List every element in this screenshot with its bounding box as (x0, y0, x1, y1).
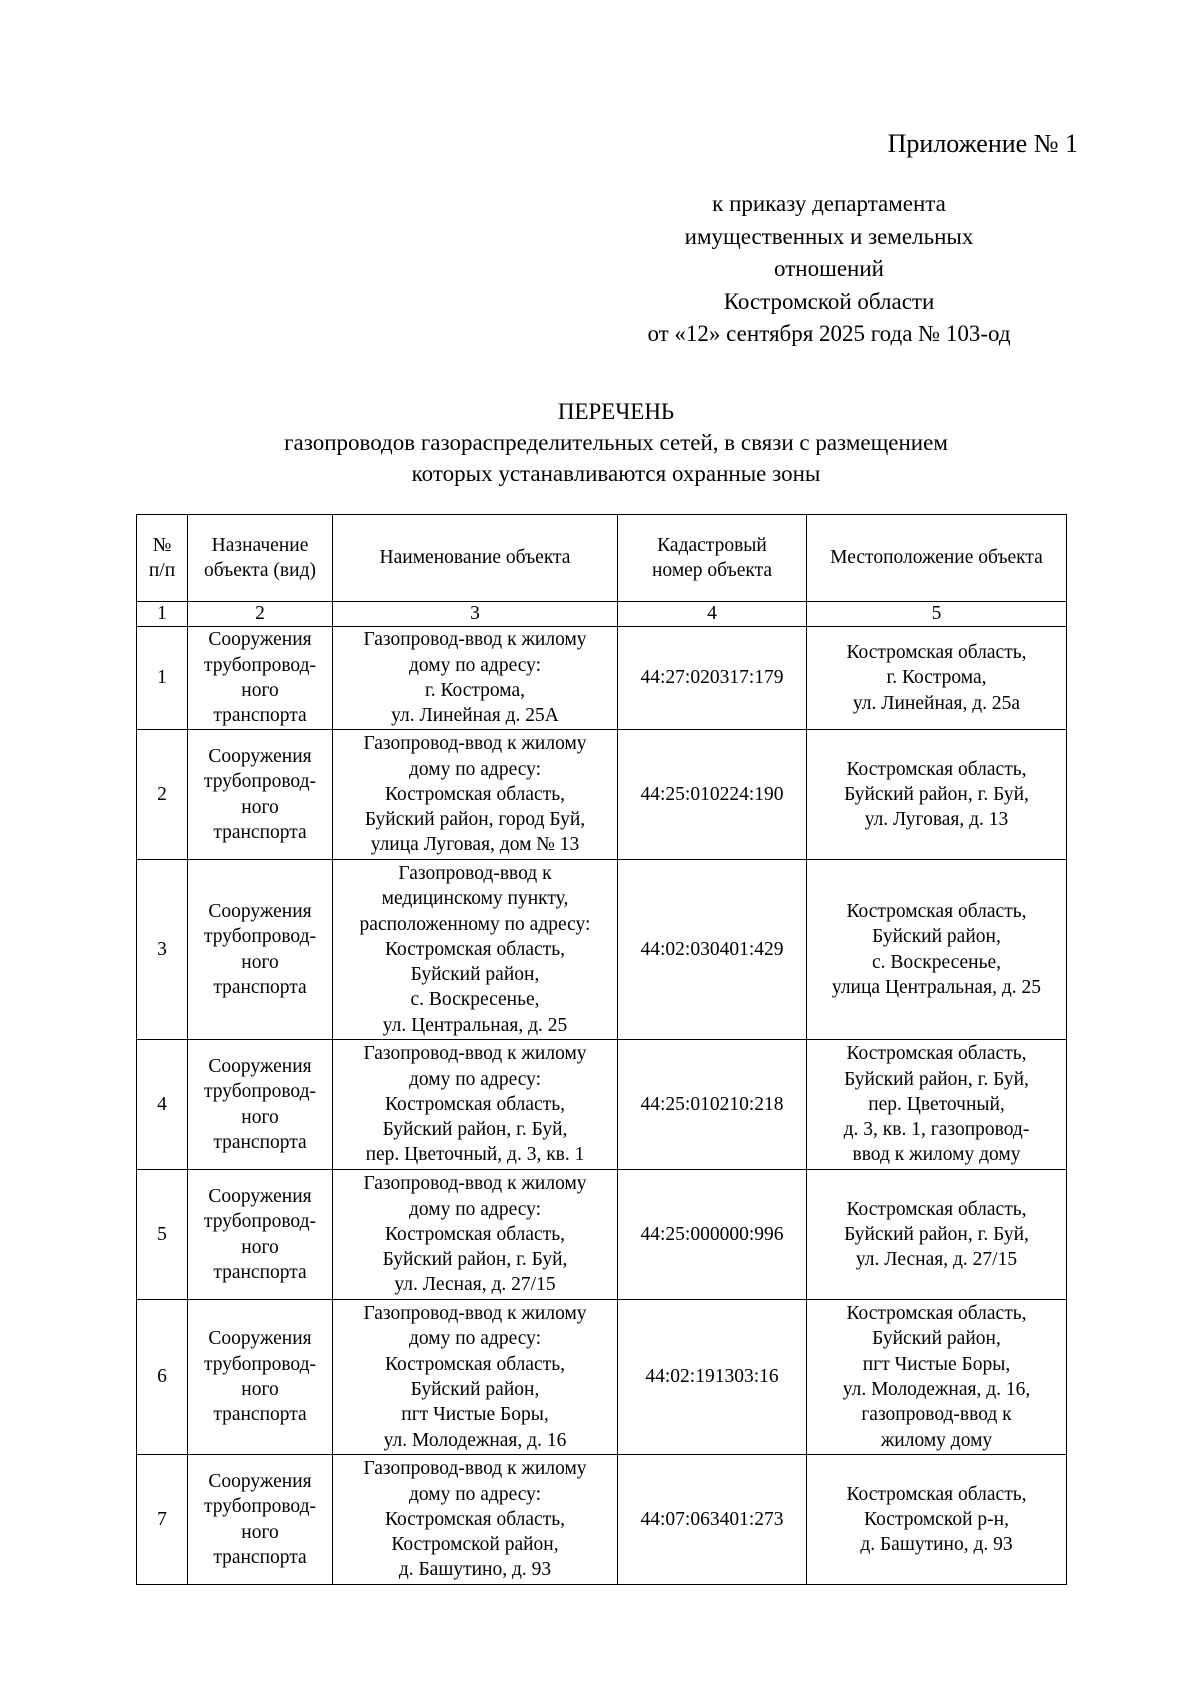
cell-num: 5 (137, 1170, 188, 1300)
cell-num: 1 (137, 627, 188, 730)
list-title: ПЕРЕЧЕНЬ (557, 399, 675, 424)
cell-purpose: Сооружения трубопровод- ного транспорта (188, 1300, 333, 1455)
cell-num: 3 (137, 860, 188, 1040)
order-reference-line: к приказу департамента (712, 191, 946, 216)
table-row (137, 627, 1067, 730)
header-name: Наименование объекта (333, 515, 618, 602)
header-cadastral: Кадастровый номер объекта (618, 515, 807, 602)
table-row (137, 860, 1067, 1040)
table-header-row (137, 515, 1067, 602)
cell-num: 4 (137, 1040, 188, 1170)
order-reference-line: от «12» сентября 2025 года № 103-од (647, 321, 1011, 346)
column-number: 4 (618, 602, 807, 627)
list-subtitle: газопроводов газораспределительных сетей, в связи с размещением (284, 430, 948, 455)
cell-location: Костромская область, Буйский район, г. Буй, ул. Лесная, д. 27/15 (807, 1170, 1067, 1300)
cell-purpose: Сооружения трубопровод- ного транспорта (188, 730, 333, 860)
cell-cadastral: 44:25:010224:190 (618, 730, 807, 860)
cell-cadastral: 44:25:010210:218 (618, 1040, 807, 1170)
cell-cadastral: 44:27:020317:179 (618, 627, 807, 730)
cell-name: Газопровод-ввод к медицинскому пункту, расположенному по адресу: Костромская область, Буйский район, с. Воскресенье, ул. Центральная, д. 25 (333, 860, 618, 1040)
cell-cadastral: 44:02:191303:16 (618, 1300, 807, 1455)
column-number: 1 (137, 602, 188, 627)
cell-purpose: Сооружения трубопровод- ного транспорта (188, 627, 333, 730)
cell-name: Газопровод-ввод к жилому дому по адресу: Костромская область, Буйский район, г. Буй, пер. Цветочный, д. 3, кв. 1 (333, 1040, 618, 1170)
order-reference-line: Костромской области (723, 288, 935, 314)
table-row (137, 1300, 1067, 1455)
header-purpose: Назначение объекта (вид) (188, 515, 333, 602)
order-reference-line: имущественных и земельных (684, 223, 974, 249)
table-row (137, 730, 1067, 860)
header-num: № п/п (137, 515, 188, 602)
appendix-title: Приложение № 1 (887, 129, 1078, 158)
cell-location: Костромская область, г. Кострома, ул. Линейная, д. 25а (807, 627, 1067, 730)
cell-cadastral: 44:07:063401:273 (618, 1455, 807, 1585)
list-heading (0, 396, 1200, 489)
cell-name: Газопровод-ввод к жилому дому по адресу: Костромская область, Буйский район, г. Буй, ул. Лесная, д. 27/15 (333, 1170, 618, 1300)
cell-purpose: Сооружения трубопровод- ного транспорта (188, 860, 333, 1040)
column-number: 3 (333, 602, 618, 627)
table-row (137, 1040, 1067, 1170)
column-number: 2 (188, 602, 333, 627)
cell-name: Газопровод-ввод к жилому дому по адресу: г. Кострома, ул. Линейная д. 25А (333, 627, 618, 730)
cell-cadastral: 44:02:030401:429 (618, 860, 807, 1040)
cell-purpose: Сооружения трубопровод- ного транспорта (188, 1455, 333, 1585)
header-location: Местоположение объекта (807, 515, 1067, 602)
cell-num: 2 (137, 730, 188, 860)
column-number: 5 (807, 602, 1067, 627)
cell-location: Костромская область, Буйский район, с. Воскресенье, улица Центральная, д. 25 (807, 860, 1067, 1040)
cell-location: Костромская область, Костромской р-н, д. Башутино, д. 93 (807, 1455, 1067, 1585)
cell-name: Газопровод-ввод к жилому дому по адресу: Костромская область, Буйский район, пгт Чистые Боры, ул. Молодежная, д. 16 (333, 1300, 618, 1455)
cell-cadastral: 44:25:000000:996 (618, 1170, 807, 1300)
cell-location: Костромская область, Буйский район, г. Буй, пер. Цветочный, д. 3, кв. 1, газопровод- ввод к жилому дому (807, 1040, 1067, 1170)
order-reference-line: отношений (774, 256, 884, 281)
cell-location: Костромская область, Буйский район, пгт Чистые Боры, ул. Молодежная, д. 16, газопровод-ввод к жилому дому (807, 1300, 1067, 1455)
cell-purpose: Сооружения трубопровод- ного транспорта (188, 1040, 333, 1170)
objects-table (136, 514, 1067, 1585)
table-row (137, 1170, 1067, 1300)
cell-name: Газопровод-ввод к жилому дому по адресу: Костромская область, Буйский район, город Буй, улица Луговая, дом № 13 (333, 730, 618, 860)
cell-num: 6 (137, 1300, 188, 1455)
list-subtitle: которых устанавливаются охранные зоны (411, 461, 821, 486)
table-row (137, 1455, 1067, 1585)
cell-purpose: Сооружения трубопровод- ного транспорта (188, 1170, 333, 1300)
cell-name: Газопровод-ввод к жилому дому по адресу: Костромская область, Костромской район, д. Башутино, д. 93 (333, 1455, 618, 1585)
cell-num: 7 (137, 1455, 188, 1585)
column-number-row (137, 602, 1067, 627)
order-reference (590, 188, 1068, 351)
cell-location: Костромская область, Буйский район, г. Буй, ул. Луговая, д. 13 (807, 730, 1067, 860)
